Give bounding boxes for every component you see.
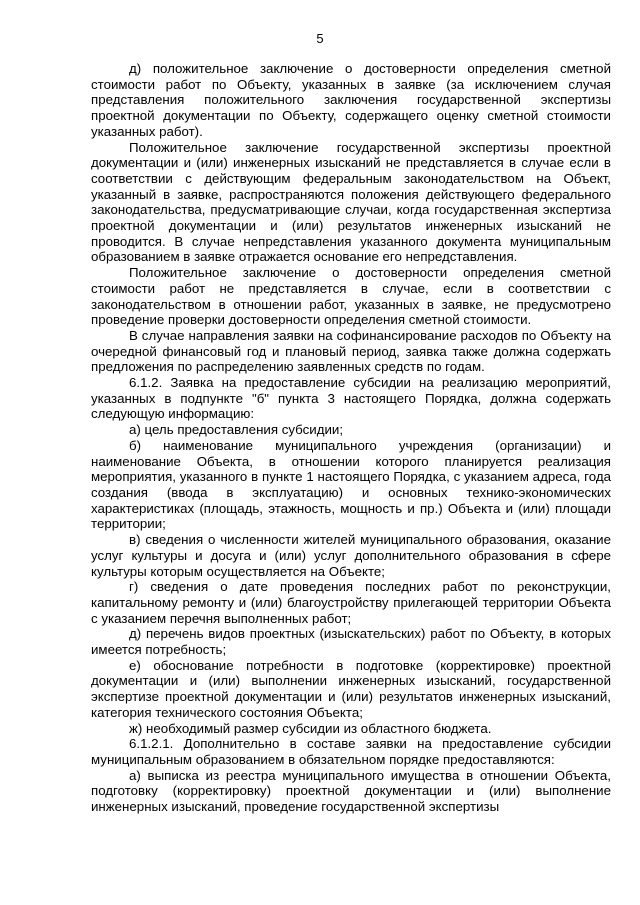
document-body bbox=[91, 61, 611, 815]
page-number: 5 bbox=[316, 31, 324, 46]
paragraph: 6.1.2. Заявка на предоставление субсидии на реализацию мероприятий, указанных в подпункте "б" пункта 3 настоящего Порядка, должна содержать следующую информацию: bbox=[91, 375, 611, 422]
paragraph: б) наименование муниципального учреждения (организации) и наименование Объекта, в отношении которого планируется реализация мероприятия, указанного в пункте 1 настоящего Порядка, с указанием адреса, года создания (ввода в эксплуатацию) и основных технико-экономических характеристиках (площадь, этажность, мощность и пр.) Объекта и (или) площади территории; bbox=[91, 437, 611, 532]
paragraph: ж) необходимый размер субсидии из областного бюджета. bbox=[129, 720, 492, 736]
paragraph: 6.1.2.1. Дополнительно в составе заявки на предоставление субсидии муниципальным образованием в обязательном порядке предоставляются: bbox=[91, 736, 611, 767]
paragraph: д) перечень видов проектных (изыскательских) работ по Объекту, в которых имеется потребность; bbox=[91, 626, 611, 658]
paragraph: а) цель предоставления субсидии; bbox=[129, 422, 344, 438]
paragraph: в) сведения о численности жителей муниципального образования, оказание услуг культуры и досуга и (или) услуг дополнительного образования в сфере культуры которым осуществляется на Объекте; bbox=[91, 532, 611, 579]
paragraph: а) выписка из реестра муниципального имущества в отношении Объекта, подготовку (корректировку) проектной документации и (или) выполнение инженерных изысканий, проведение государственной экспертизы bbox=[91, 767, 611, 815]
paragraph: г) сведения о дате проведения последних работ по реконструкции, капитальному ремонту и (или) благоустройству прилегающей территории Объекта с указанием перечня выполненных работ; bbox=[91, 579, 611, 626]
paragraph: Положительное заключение о достоверности определения сметной стоимости работ не представляется в случае, если в соответствии с законодательством в отношении работ, указанных в заявке, не предусмотрено проведение проверки достоверности определения сметной стоимости. bbox=[91, 265, 611, 328]
paragraph: д) положительное заключение о достоверности определения сметной стоимости работ по Объекту, указанных в заявке (за исключением случая представления положительного заключения государственной экспертизы проектной документации по Объекту, содержащего оценку сметной стоимости указанных работ). bbox=[91, 61, 611, 139]
paragraph: Положительное заключение государственной экспертизы проектной документации и (или) инженерных изысканий не представляется в случае если в соответствии с действующим федеральным законодательством на Объект, указанный в заявке, распространяются положения действующего федерального законодательства, предусматривающие случаи, когда государственная экспертиза проектной документации и (или) результатов инженерных изысканий не проводится. В случае непредставления указанного документа муниципальным образованием в заявке отражается основание его непредставления. bbox=[91, 139, 611, 265]
paragraph: В случае направления заявки на софинансирование расходов по Объекту на очередной финансовый год и плановый период, заявка также должна содержать предложения по распределению заявленных средств по годам. bbox=[91, 327, 611, 375]
paragraph: е) обоснование потребности в подготовке (корректировке) проектной документации и (или) выполнении инженерных изысканий, государственной экспертизе проектной документации и (или) результатов инженерных изысканий, категория технического состояния Объекта; bbox=[91, 657, 611, 720]
